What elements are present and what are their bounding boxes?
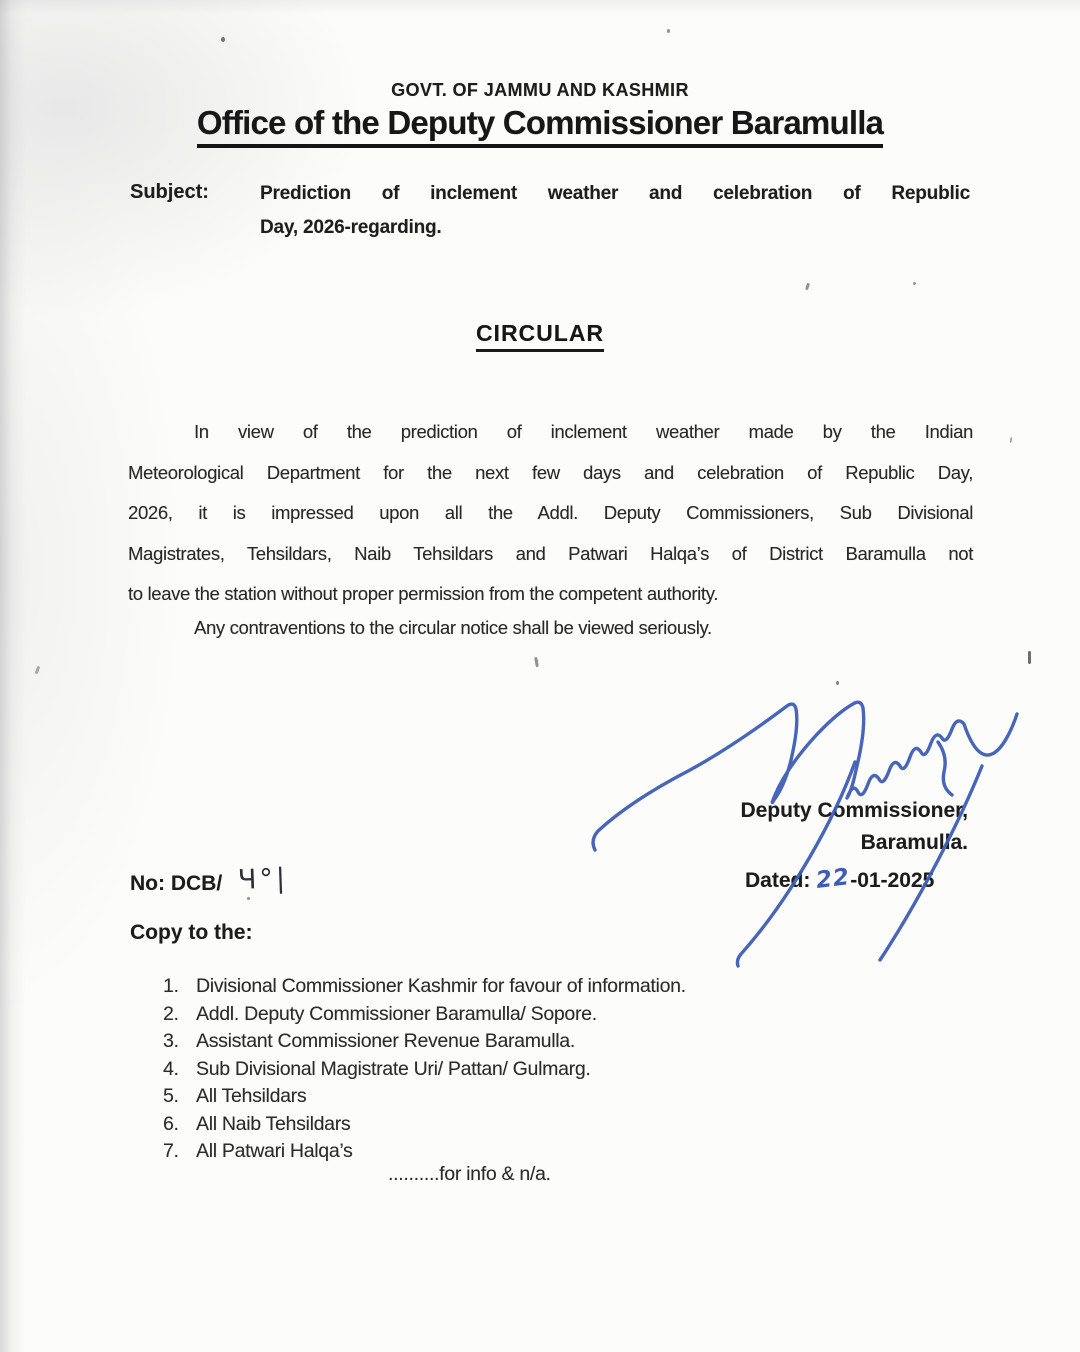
body-paragraph-1 (128, 412, 973, 615)
handwritten-reference-number: Ч°| (237, 863, 289, 896)
list-item (163, 1083, 923, 1111)
scan-speck (1028, 651, 1031, 664)
subject-line-2: Day, 2026-regarding. (260, 217, 442, 238)
list-item (163, 1001, 923, 1029)
reference-number-label: No: DCB/ (130, 872, 223, 895)
govt-header: GOVT. OF JAMMU AND KASHMIR (391, 80, 689, 100)
list-item-number: 2. (163, 1002, 179, 1025)
body-line: Meteorological Department for the next few days and celebration of Republic Day, (128, 461, 973, 483)
list-item-number: 7. (163, 1140, 179, 1162)
body-line: Magistrates, Tehsildars, Naib Tehsildars and Patwari Halqa’s of District Baramulla not (128, 542, 973, 564)
scan-speck (836, 681, 839, 685)
list-item-text: Sub Divisional Magistrate Uri/ Pattan/ Gulmarg. (196, 1057, 591, 1080)
for-info-footer: ..........for info & n/a. (388, 1163, 551, 1185)
list-item (163, 1138, 923, 1166)
subject-block (130, 181, 970, 245)
list-item (163, 1028, 923, 1056)
list-item-number: 6. (163, 1112, 179, 1135)
body-line: to leave the station without proper permission from the competent authority. (128, 583, 719, 605)
date-label: Dated: (745, 869, 811, 892)
list-item-text: Divisional Commissioner Kashmir for favour of information. (196, 975, 686, 997)
scan-speck (35, 666, 41, 675)
signature-stroke-descender-left (737, 762, 855, 966)
scan-speck (667, 29, 670, 33)
date-line (745, 864, 935, 894)
body-line: In view of the prediction of inclement weather made by the Indian (194, 421, 973, 442)
signature-block (600, 795, 968, 859)
signatory-place: Baramulla. (860, 831, 968, 854)
scan-speck (534, 657, 539, 667)
circular-heading (0, 320, 1080, 352)
copy-to-list (163, 973, 923, 1166)
list-item-number: 5. (163, 1085, 179, 1107)
list-item-number: 4. (163, 1057, 179, 1080)
subject-text (260, 177, 970, 245)
scan-speck (1010, 437, 1013, 443)
scan-speck (221, 37, 225, 42)
office-title-text: Office of the Deputy Commissioner Baramulla (197, 104, 883, 148)
list-item-text: Addl. Deputy Commissioner Baramulla/ Sopore. (196, 1002, 597, 1025)
list-item (163, 1111, 923, 1139)
list-item-text: All Naib Tehsildars (196, 1112, 351, 1135)
body-paragraph-2: Any contraventions to the circular notice shall be viewed seriously. (194, 617, 712, 638)
circular-heading-text: CIRCULAR (476, 320, 604, 352)
list-item (163, 1056, 923, 1084)
subject-label: Subject: (130, 181, 209, 203)
body-line: 2026, it is impressed upon all the Addl. Deputy Commissioners, Sub Divisional (128, 502, 973, 524)
reference-number-line (130, 863, 289, 897)
handwritten-date-day: 22 (814, 864, 852, 894)
signatory-designation: Deputy Commissioner, (740, 799, 968, 822)
scan-speck (247, 897, 250, 900)
signature-stroke-hook (938, 742, 952, 795)
office-title (0, 104, 1080, 148)
list-item-text: All Patwari Halqa’s (196, 1140, 353, 1162)
list-item-number: 1. (163, 975, 179, 997)
list-item-text: Assistant Commissioner Revenue Baramulla. (196, 1030, 575, 1052)
copy-to-label: Copy to the: (130, 921, 253, 944)
list-item-number: 3. (163, 1030, 179, 1052)
scan-speck (805, 283, 810, 291)
subject-line-1: Prediction of inclement weather and celebration of Republic (260, 183, 970, 204)
list-item-text: All Tehsildars (196, 1085, 307, 1107)
date-printed: -01-2025 (850, 869, 935, 892)
list-item (163, 973, 923, 1001)
scan-speck (913, 282, 916, 285)
